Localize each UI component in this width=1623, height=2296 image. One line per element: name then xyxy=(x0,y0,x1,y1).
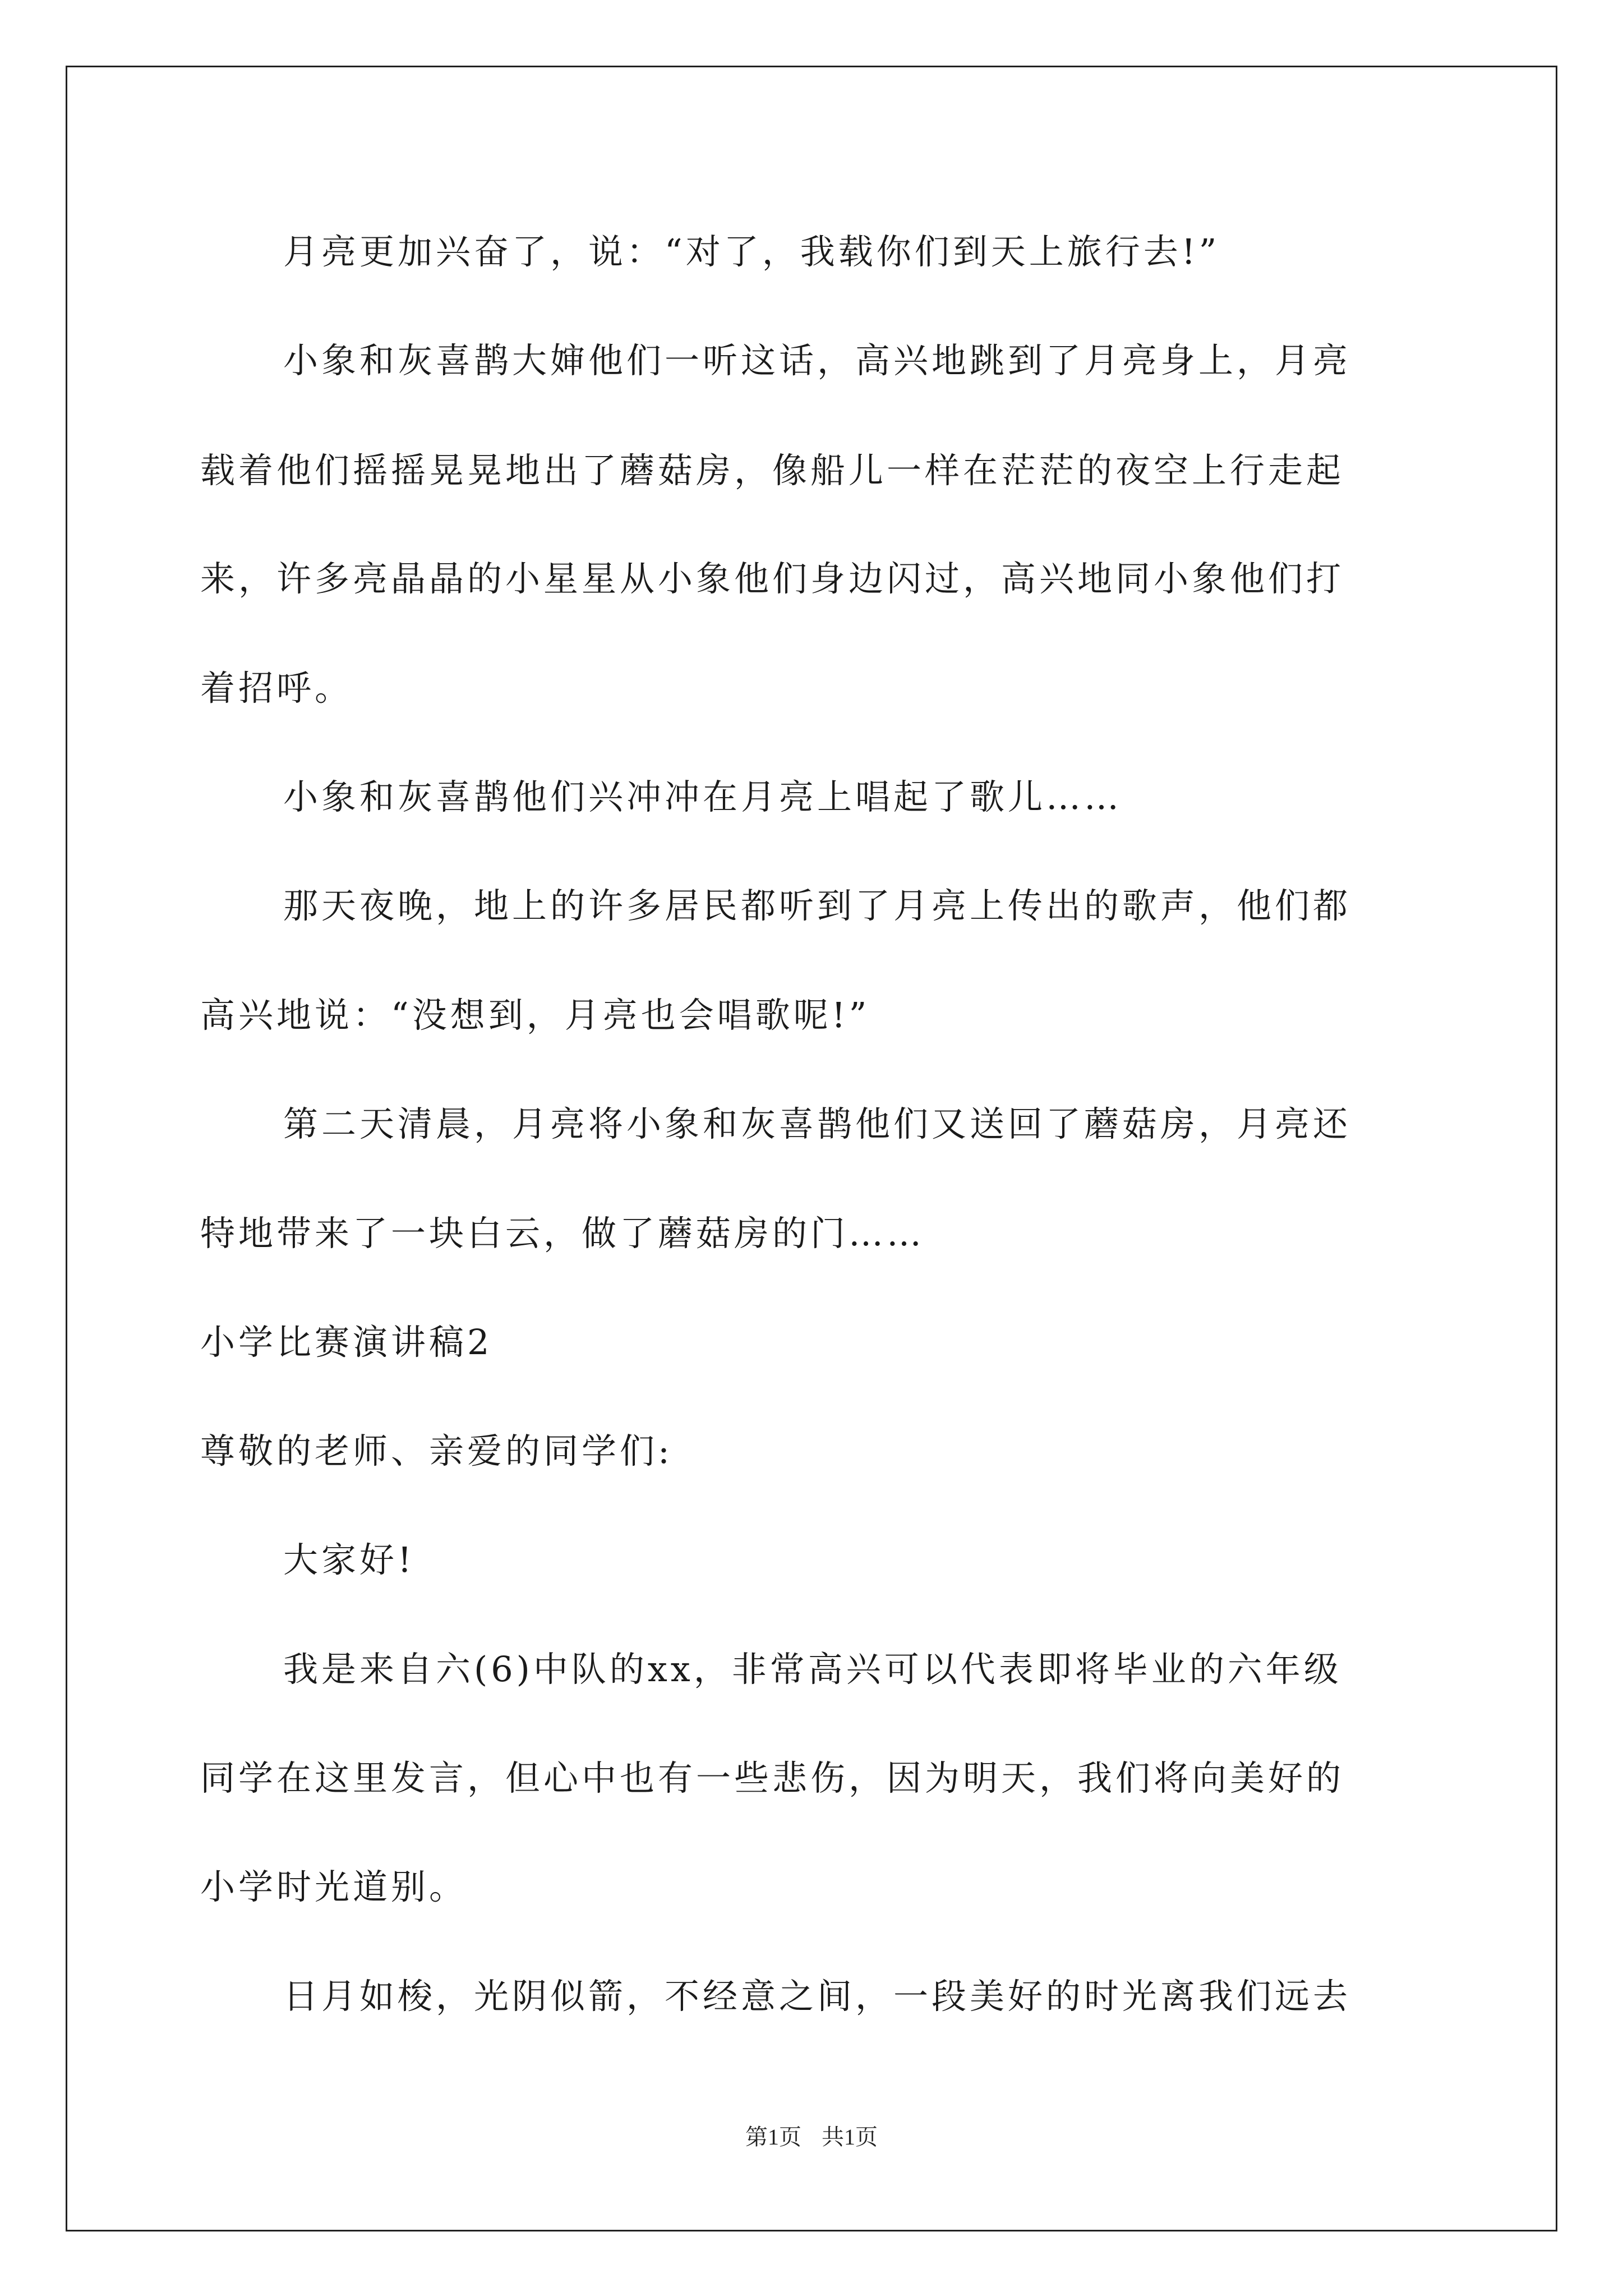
paragraph-line: 日月如梭，光阴似箭，不经意之间，一段美好的时光离我们远去 xyxy=(283,1976,1352,2017)
paragraph-line: 来，许多亮晶晶的小星星从小象他们身边闪过，高兴地同小象他们打 xyxy=(200,558,1345,599)
paragraph-line: 小象和灰喜鹊大婶他们一听这话，高兴地跳到了月亮身上，月亮 xyxy=(283,340,1352,381)
paragraph-line: 高兴地说：“没想到，月亮也会唱歌呢!” xyxy=(200,995,870,1036)
paragraph-line: 载着他们摇摇晃晃地出了蘑菇房，像船儿一样在茫茫的夜空上行走起 xyxy=(200,450,1345,491)
section-heading: 小学比赛演讲稿2 xyxy=(200,1322,493,1363)
page-number: 第1页 xyxy=(745,2124,801,2150)
paragraph-line: 小象和灰喜鹊他们兴冲冲在月亮上唱起了歌儿…… xyxy=(283,776,1123,817)
paragraph-line: 小学时光道别。 xyxy=(200,1866,468,1907)
paragraph-line: 我是来自六(6)中队的xx，非常高兴可以代表即将毕业的六年级 xyxy=(283,1649,1342,1690)
greeting: 大家好! xyxy=(283,1539,415,1580)
paragraph-line: 那天夜晚，地上的许多居民都听到了月亮上传出的歌声，他们都 xyxy=(283,885,1352,926)
paragraph-line: 着招呼。 xyxy=(200,668,353,708)
page-footer xyxy=(0,2119,1623,2151)
paragraph-line: 特地带来了一块白云，做了蘑菇房的门…… xyxy=(200,1213,925,1254)
page-total: 共1页 xyxy=(822,2124,878,2150)
salutation: 尊敬的老师、亲爱的同学们: xyxy=(200,1430,673,1471)
paragraph-line: 同学在这里发言，但心中也有一些悲伤，因为明天，我们将向美好的 xyxy=(200,1757,1345,1798)
paragraph-line: 月亮更加兴奋了，说：“对了，我载你们到天上旅行去!” xyxy=(283,231,1220,272)
paragraph-line: 第二天清晨，月亮将小象和灰喜鹊他们又送回了蘑菇房，月亮还 xyxy=(283,1103,1352,1144)
